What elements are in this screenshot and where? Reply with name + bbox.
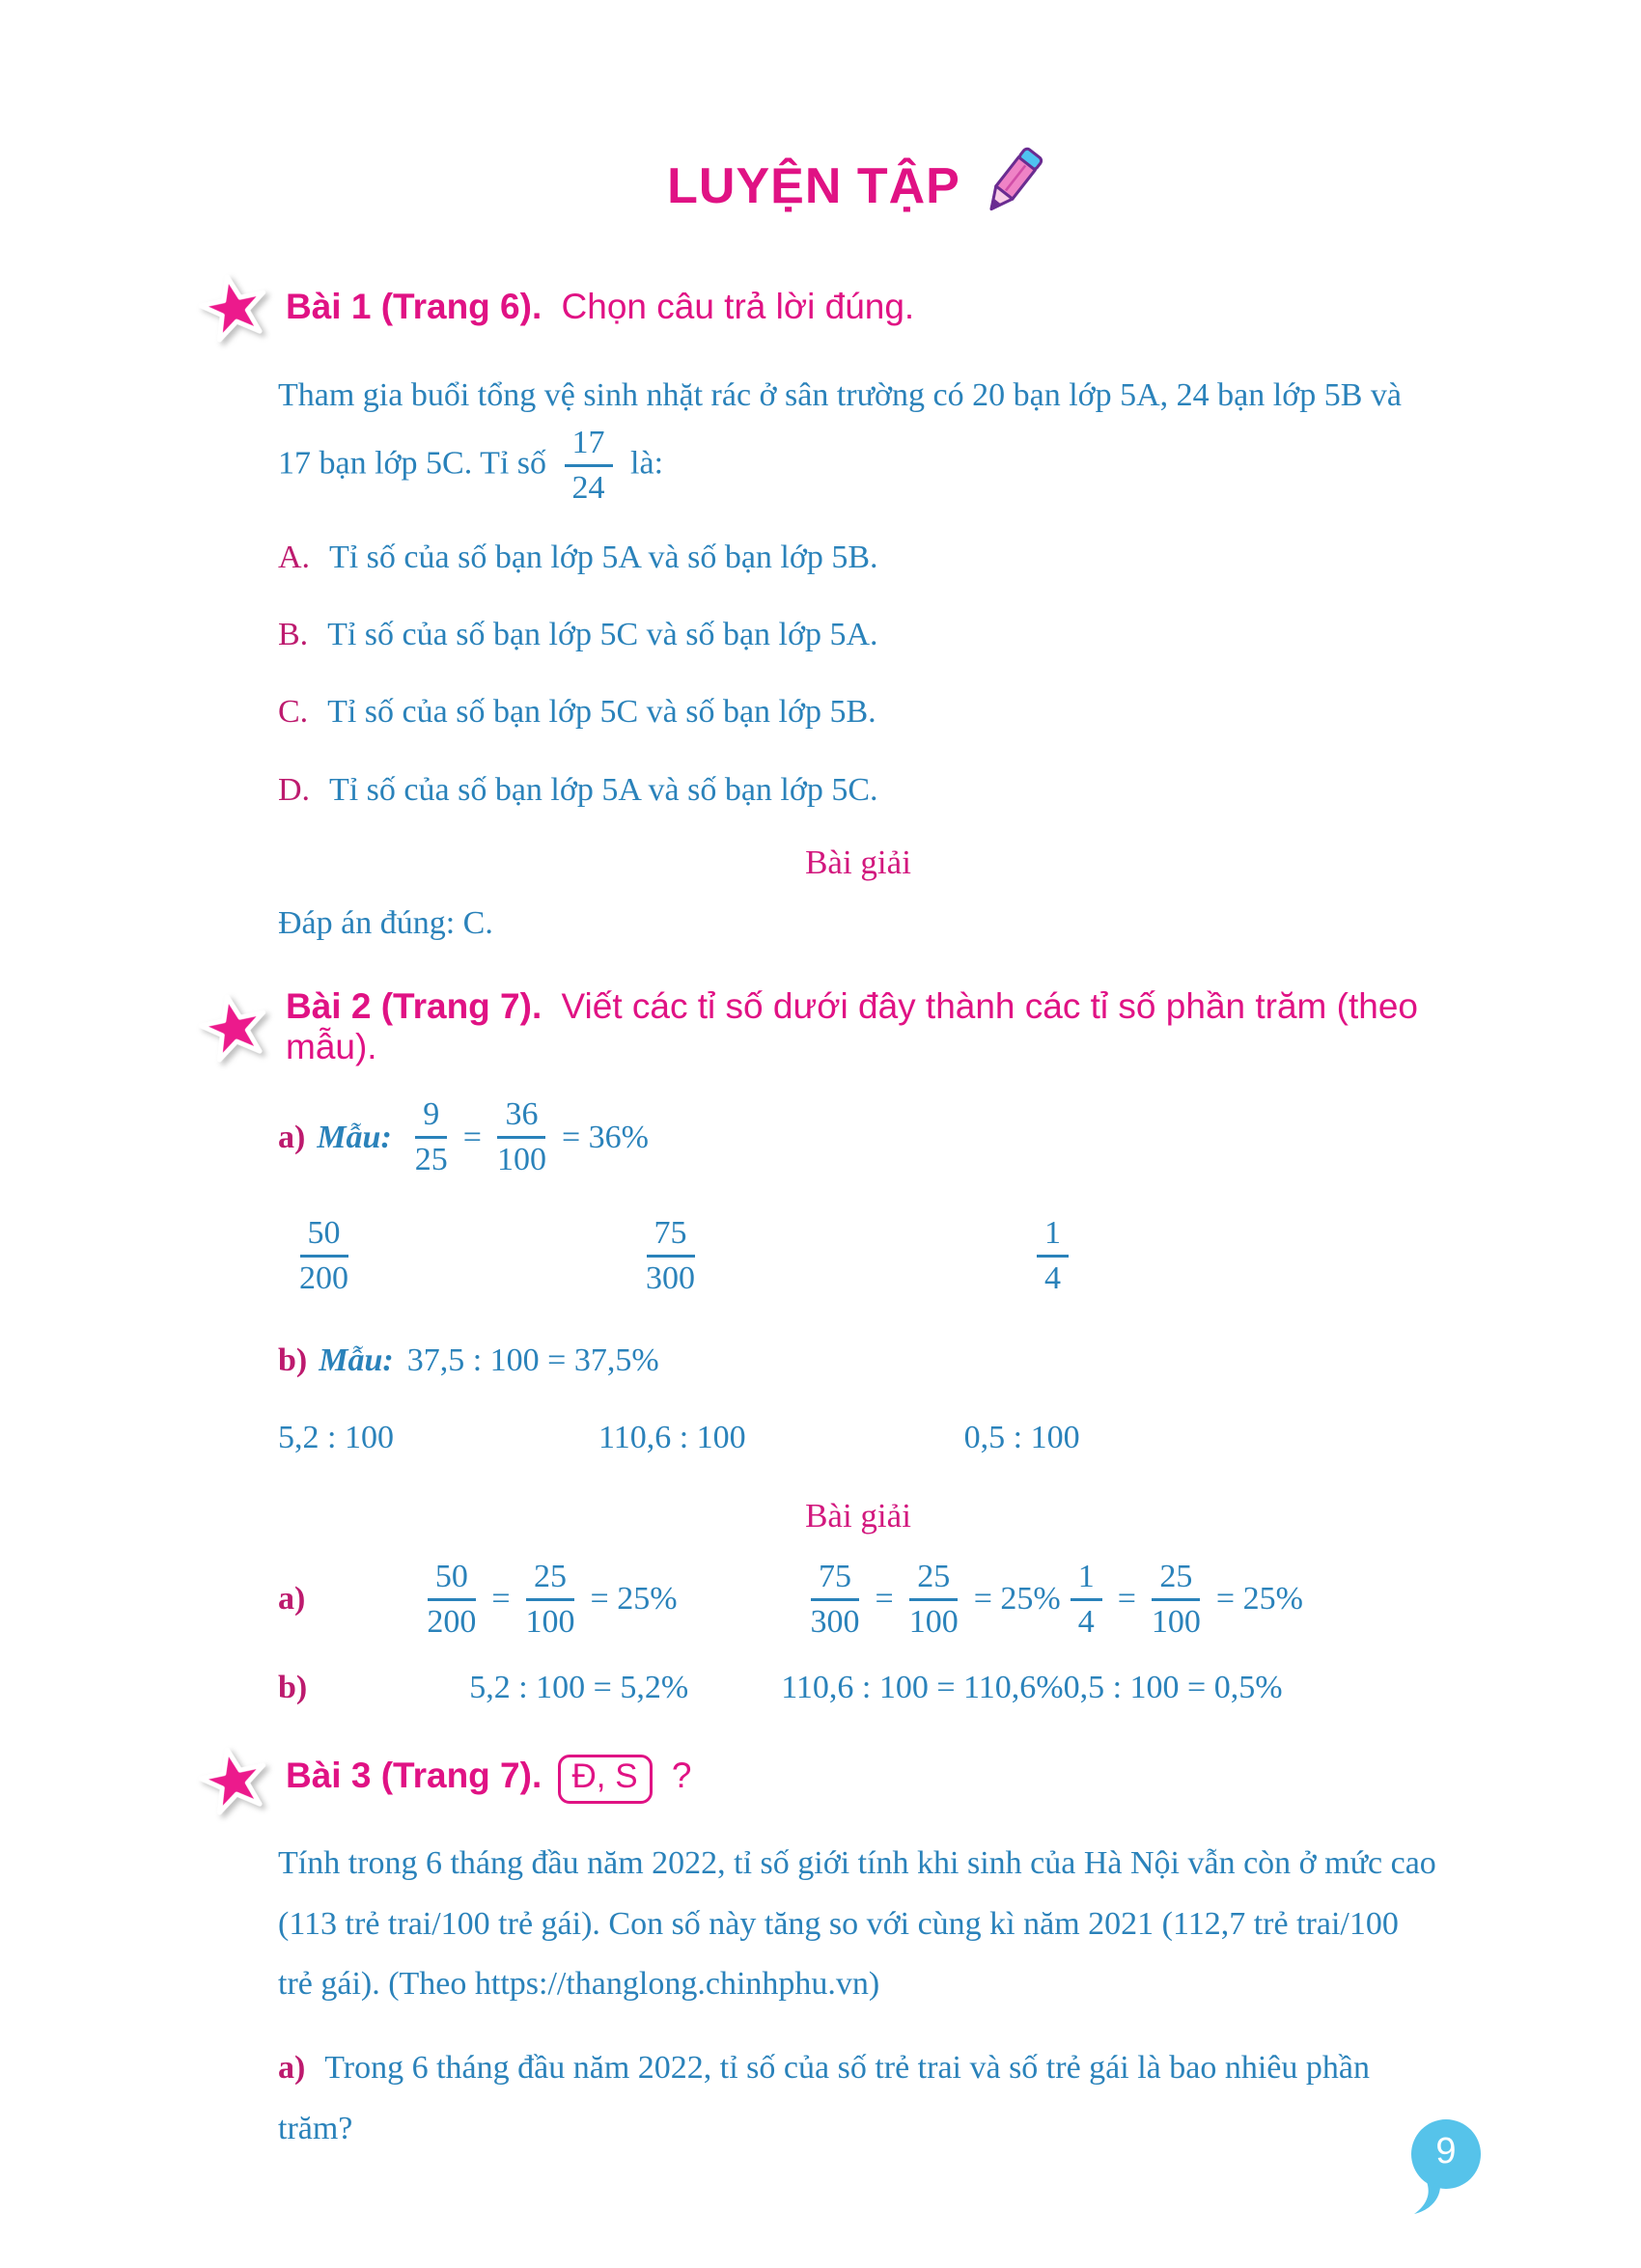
star-icon — [192, 1738, 274, 1820]
option-c-label: C. — [278, 694, 309, 731]
question-a-label: a) — [278, 2050, 306, 2087]
exercise1-heading — [199, 272, 1438, 342]
fraction-denominator: 100 — [496, 1142, 546, 1178]
exercise1-answer: Đáp án đúng: C. — [278, 905, 493, 942]
fraction-denominator: 200 — [299, 1260, 348, 1297]
exercise2-solution-a — [278, 1559, 1438, 1641]
exercise1-heading-text — [286, 287, 914, 327]
equation-result: = 25% — [590, 1581, 678, 1618]
option-d — [278, 764, 1438, 816]
option-b-label: B. — [278, 617, 309, 653]
fraction-75-300 — [646, 1215, 695, 1297]
fraction-17-24 — [565, 425, 613, 507]
exercise2-heading-text — [286, 986, 1438, 1067]
option-a-text: Tỉ số của số bạn lớp 5A và số bạn lớp 5B. — [328, 539, 878, 575]
solution-b-label: b) — [278, 1669, 308, 1705]
sample-word: Mẫu: — [319, 1341, 394, 1378]
fraction-denominator: 24 — [571, 469, 605, 506]
solution-b-item: 110,6 : 100 = 110,6% — [781, 1669, 1064, 1705]
fraction-25-100 — [909, 1559, 959, 1641]
fraction-50-200 — [427, 1559, 476, 1641]
fraction-numerator: 75 — [647, 1215, 695, 1258]
fraction-numerator: 36 — [497, 1096, 545, 1139]
solution-b-item: 5,2 : 100 = 5,2% — [469, 1669, 689, 1705]
star-icon — [192, 986, 274, 1068]
exercise1-solution-heading: Bài giải — [805, 844, 911, 882]
fraction-25-100 — [526, 1559, 575, 1641]
fraction-numerator: 25 — [1152, 1559, 1200, 1601]
exercise2-heading — [199, 986, 1438, 1067]
exercise2-sample-a — [278, 1096, 1438, 1178]
ratio-item: 5,2 : 100 — [278, 1419, 394, 1455]
fraction-numerator: 50 — [300, 1215, 348, 1258]
exercise2-prompt: Viết các tỉ số dưới đây thành các tỉ số phần trăm (theo mẫu). — [286, 986, 1418, 1067]
problem-text-after: là: — [630, 444, 664, 481]
fraction-75-300 — [811, 1559, 860, 1641]
exercise2-solution-b — [278, 1670, 1438, 1706]
exercise1-problem — [278, 367, 1438, 507]
fraction-denominator: 4 — [1077, 1603, 1095, 1640]
equation — [417, 1559, 677, 1641]
fraction-denominator: 300 — [646, 1260, 695, 1297]
exercise2-fractions-row — [278, 1215, 1438, 1297]
option-d-label: D. — [278, 771, 311, 808]
exercise3-paragraph: Tính trong 6 tháng đầu năm 2022, tỉ số giới tính khi sinh của Hà Nội vẫn còn ở mức cao (113 trẻ trai/100 trẻ gái). Con số này tăng so với cùng kì năm 2021 (112,7 trẻ trai/100 trẻ gái). (Theo https://thanglong.chinhphu.vn) — [278, 1844, 1436, 2003]
equals-sign: = — [1117, 1581, 1136, 1618]
exercise2-sample-b — [278, 1342, 1438, 1379]
sample-b-expression: 37,5 : 100 = 37,5% — [406, 1341, 659, 1378]
equation-result: = 25% — [973, 1581, 1061, 1618]
exercise2-solution-heading: Bài giải — [805, 1496, 911, 1535]
equation-result: = 25% — [1215, 1581, 1303, 1618]
equals-sign: = — [491, 1581, 511, 1618]
fraction-9-25 — [415, 1096, 448, 1178]
fraction-denominator: 100 — [525, 1603, 575, 1640]
pencil-icon — [974, 141, 1049, 224]
fraction-numerator: 9 — [415, 1096, 447, 1139]
fraction-25-100 — [1152, 1559, 1201, 1641]
fraction-denominator: 25 — [414, 1142, 448, 1178]
exercise3-label: Bài 3 (Trang 7). — [286, 1756, 542, 1796]
fraction-36-100 — [497, 1096, 546, 1178]
solution-b-item: 0,5 : 100 = 0,5% — [1063, 1669, 1283, 1705]
answer-options — [278, 532, 1438, 817]
sample-word: Mẫu: — [317, 1119, 392, 1155]
equation — [1061, 1559, 1303, 1641]
exercise3-heading-text — [286, 1755, 691, 1804]
page-content — [0, 145, 1641, 2160]
option-c-text: Tỉ số của số bạn lớp 5C và số bạn lớp 5B. — [327, 694, 876, 731]
page-title: LUYỆN TẬP — [667, 158, 960, 214]
problem-text-before: Tham gia buổi tổng vệ sinh nhặt rác ở sân trường có 20 bạn lớp 5A, 24 bạn lớp 5B và 17 bạn lớp 5C. Tỉ số — [278, 377, 1402, 481]
exercise3-question-a — [278, 2038, 1438, 2160]
fraction-numerator: 25 — [909, 1559, 958, 1601]
exercise1-label: Bài 1 (Trang 6). — [286, 287, 542, 326]
solution-a-label: a) — [278, 1581, 306, 1618]
badge-question-mark: ? — [671, 1756, 692, 1796]
option-b — [278, 609, 1438, 661]
equals-sign: = — [875, 1581, 894, 1618]
fraction-numerator: 1 — [1071, 1559, 1102, 1601]
exercise2-label: Bài 2 (Trang 7). — [286, 986, 542, 1027]
option-a — [278, 532, 1438, 584]
ratio-item: 110,6 : 100 — [598, 1419, 746, 1455]
page-title-row — [278, 145, 1438, 228]
exercise3-heading — [199, 1745, 1438, 1814]
star-icon — [192, 265, 274, 347]
fraction-denominator: 300 — [810, 1603, 860, 1640]
fraction-denominator: 100 — [1151, 1603, 1201, 1640]
fraction-1-4 — [1071, 1559, 1102, 1641]
true-false-badge: Đ, S — [558, 1755, 653, 1804]
exercise2-ratios-row — [278, 1420, 1438, 1456]
fraction-denominator: 100 — [908, 1603, 959, 1640]
fraction-50-200 — [299, 1215, 348, 1297]
part-a-label: a) — [278, 1119, 306, 1155]
part-b-label: b) — [278, 1341, 308, 1378]
equation — [801, 1559, 1061, 1641]
option-b-text: Tỉ số của số bạn lớp 5C và số bạn lớp 5A. — [327, 617, 878, 653]
fraction-numerator: 1 — [1037, 1215, 1069, 1258]
option-d-text: Tỉ số của số bạn lớp 5A và số bạn lớp 5C. — [328, 771, 878, 808]
fraction-numerator: 75 — [811, 1559, 859, 1601]
ratio-item: 0,5 : 100 — [963, 1419, 1080, 1455]
sample-a-result: = 36% — [561, 1119, 649, 1155]
fraction-denominator: 4 — [1044, 1260, 1061, 1297]
fraction-numerator: 25 — [526, 1559, 574, 1601]
fraction-1-4 — [1037, 1215, 1069, 1297]
option-a-label: A. — [278, 539, 311, 575]
option-c — [278, 686, 1438, 738]
fraction-denominator: 200 — [427, 1603, 477, 1640]
fraction-numerator: 17 — [565, 425, 613, 467]
page-number: 9 — [1435, 2131, 1457, 2171]
question-a-text: Trong 6 tháng đầu năm 2022, tỉ số của số trẻ trai và số trẻ gái là bao nhiêu phần trăm? — [278, 2050, 1370, 2147]
exercise1-prompt: Chọn câu trả lời đúng. — [561, 287, 915, 326]
fraction-numerator: 50 — [428, 1559, 476, 1601]
equals-sign: = — [462, 1119, 482, 1155]
page-number-bubble — [1405, 2117, 1487, 2224]
